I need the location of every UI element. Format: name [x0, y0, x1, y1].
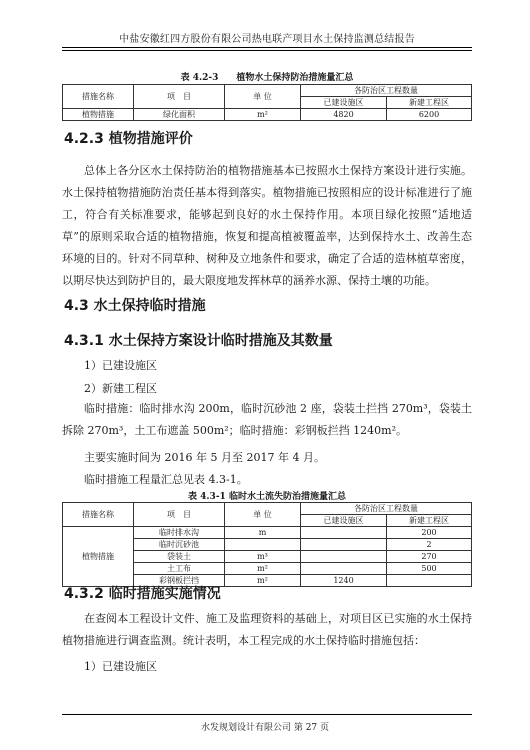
table-cell: 植物措施 — [63, 109, 134, 121]
table-header-group: 各防治区工程数量 — [301, 503, 472, 515]
table-row — [63, 109, 472, 121]
table-caption-4-3-1: 表 4.3-1 临时水土流失防治措施量汇总 — [188, 492, 346, 502]
table-header-measure: 措施名称 — [63, 85, 134, 109]
table-cell: 270 — [387, 551, 472, 563]
table-header-group: 各防治区工程数量 — [301, 85, 472, 97]
table-cell: 4820 — [301, 109, 387, 121]
table-cell — [301, 563, 387, 575]
table-cell: 6200 — [387, 109, 472, 121]
table-header-unit: 单 位 — [225, 503, 301, 527]
table-cell — [301, 539, 387, 551]
list-item: 1）已建设施区 — [84, 660, 157, 673]
table-cell: m³ — [225, 551, 301, 563]
table-cell: 500 — [387, 563, 472, 575]
paragraph-temporary-implementation: 在查阅本工程设计文件、施工及监理资料的基础上，对项目区已实施的水土保持植物措施进行调查监测。统计表明，本工程完成的水土保持临时措施包括： — [62, 612, 472, 647]
table-header-zone2: 新建工程区 — [387, 515, 472, 527]
table-caption-4-2-3: 表 4.2-3 植物水土保持防治措施量汇总 — [180, 73, 354, 83]
table-header-zone1: 已建设施区 — [301, 515, 387, 527]
section-heading-4-2-3: 4.2.3 植物措施评价 — [64, 131, 193, 147]
table-cell: m² — [225, 575, 301, 587]
table-cell: 土工布 — [134, 563, 225, 575]
paragraph-implementation-time: 主要实施时间为 2016 年 5 月至 2017 年 4 月。 — [84, 451, 325, 464]
table-header-measure: 措施名称 — [63, 503, 134, 527]
list-item: 2）新建工程区 — [84, 382, 157, 395]
table-cell: 彩钢板拦挡 — [134, 575, 225, 587]
paragraph-plant-evaluation: 总体上各分区水土保持防治的植物措施基本已按照水土保持方案设计进行实施。水土保持植物措施防治责任基本得到落实。植物措施已按照相应的设计标准进行了施工，符合有关标准要求，能够起到良好的水土保持作用。本项目绿化按照“适地适草”的原则采取合适的植物措施，恢复和提高植被覆盖率，达到保持水土、改善生态环境的目的。针对不同草种、树种及立地条件和要求，确定了合适的造林植草密度，以期尽快达到防护目的，最大限度地发挥林草的涵养水源、保持土壤的功能。 — [62, 164, 472, 287]
table-header-item: 项 目 — [134, 85, 225, 109]
table-cell-measure: 植物措施 — [63, 527, 134, 587]
running-header: 中盐安徽红四方股份有限公司热电联产项目水土保持监测总结报告 — [119, 34, 415, 45]
table-cell: 绿化面积 — [134, 109, 225, 121]
paragraph-table-reference: 临时措施工程量汇总见表 4.3-1。 — [84, 473, 248, 486]
table-cell — [387, 575, 472, 587]
header-rule — [62, 47, 472, 48]
table-header-unit: 单 位 — [225, 85, 301, 109]
table-cell: 2 — [387, 539, 472, 551]
page-footer: 水发规划设计有限公司 第 27 页 — [200, 723, 330, 733]
table-4-2-3 — [62, 84, 472, 121]
table-header-zone2: 新建工程区 — [387, 97, 472, 109]
section-heading-4-3: 4.3 水土保持临时措施 — [64, 298, 206, 314]
table-cell — [225, 539, 301, 551]
footer-rule — [62, 714, 472, 715]
table-cell — [301, 527, 387, 539]
table-cell: m² — [225, 109, 301, 121]
list-item: 1）已建设施区 — [84, 359, 157, 372]
table-row — [63, 527, 472, 539]
table-cell: 袋装土 — [134, 551, 225, 563]
table-cell: m — [225, 527, 301, 539]
paragraph-temporary-measures: 临时措施：临时排水沟 200m，临时沉砂池 2 座，袋装土拦挡 270m³，袋装土拆除 270m³，土工布遮盖 500m²；临时措施：彩钢板拦挡 1240m²。 — [62, 402, 472, 437]
section-heading-4-3-1: 4.3.1 水土保持方案设计临时措施及其数量 — [64, 333, 333, 349]
section-heading-4-3-2: 4.3.2 临时措施实施情况 — [64, 586, 221, 602]
table-4-3-1 — [62, 502, 472, 587]
table-cell: 临时沉砂池 — [134, 539, 225, 551]
table-cell: m² — [225, 563, 301, 575]
table-header-item: 项 目 — [134, 503, 225, 527]
table-header-zone1: 已建设施区 — [301, 97, 387, 109]
table-cell — [301, 551, 387, 563]
table-cell: 临时排水沟 — [134, 527, 225, 539]
table-cell: 1240 — [301, 575, 387, 587]
table-cell: 200 — [387, 527, 472, 539]
header-rule-thin — [62, 50, 472, 51]
